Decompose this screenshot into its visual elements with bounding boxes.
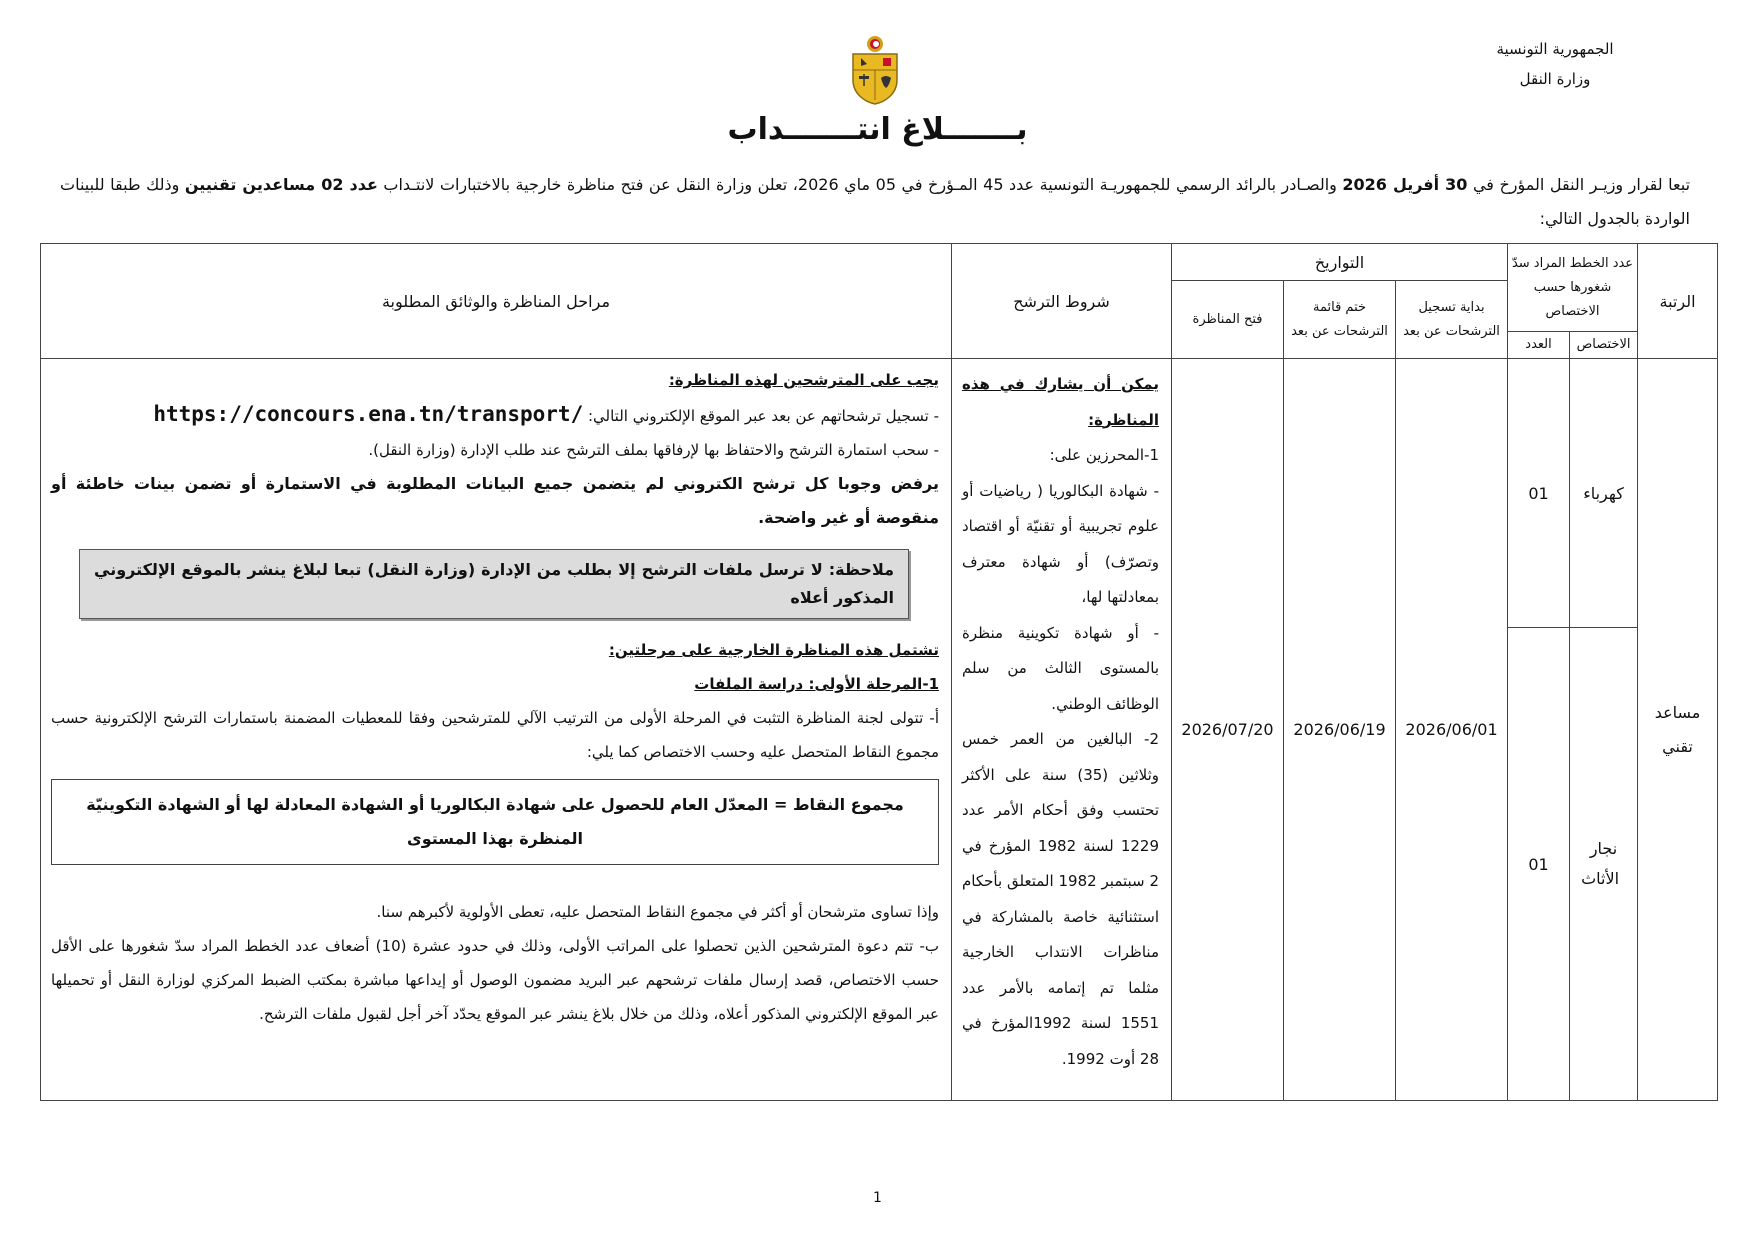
header-dates: التواريخ <box>1172 244 1508 281</box>
recruitment-table <box>40 243 1718 1101</box>
header-count: العدد <box>1508 332 1570 359</box>
decree-date: 30 أفريل 2026 <box>1342 175 1468 194</box>
score-formula-box: مجموع النقاط = المعدّل العام للحصول على شهادة البكالوريا أو الشهادة المعادلة لها أو الشهادة التكوينيّة المنظرة بهذا المستوى <box>51 779 939 865</box>
conditions-cell <box>952 359 1172 1101</box>
condition-1b: - أو شهادة تكوينية منظرة بالمستوى الثالث من سلم الوظائف الوطني. <box>962 623 1159 713</box>
reg-start-date: 2026/06/01 <box>1396 359 1508 1101</box>
header-specialty: الاختصاص <box>1570 332 1638 359</box>
positions-count: عدد 02 مساعدين تقنيين <box>184 175 378 194</box>
stage-b-text: ب- تتم دعوة المترشحين الذين تحصلوا على المراتب الأولى، وذلك في حدود عشرة (10) أضعاف عدد الخطط المراد سدّ شغورها على الأقل حسب الاختصاص، قصد إرسال ملفات ترشحهم عبر البريد مضمون الوصول أو إيداعها مباشرة بمكتب الضبط المركزي لوزارة النقل أو تحميلها عبر الموقع الإلكتروني المذكور أعلاه، وذلك من خلال بلاغ ينشر عبر الموقع يحدّد آخر أجل لقبول ملفات الترشح. <box>51 937 939 1023</box>
registration-line: - تسجيل ترشحاتهم عن بعد عبر الموقع الإلكتروني التالي: https://concours.ena.tn/transport/ <box>153 402 939 426</box>
registration-url-link[interactable]: https://concours.ena.tn/transport/ <box>153 402 584 426</box>
header-stages: مراحل المناظرة والوثائق المطلوبة <box>41 244 952 359</box>
country-name: الجمهورية التونسية <box>1496 40 1614 58</box>
count-cell: 01 <box>1508 628 1570 1101</box>
stages-cell <box>41 359 952 1101</box>
must-heading: يجب على المترشحين لهذه المناظرة: <box>668 371 939 389</box>
header-plans: عدد الخطط المراد سدّ شغورها حسب الاختصاص <box>1508 244 1638 332</box>
specialty-cell: نجار الأثاث <box>1570 628 1638 1101</box>
condition-1-title: 1-المحرزين على: <box>1049 446 1159 464</box>
header-conditions: شروط الترشح <box>952 244 1172 359</box>
condition-1a: - شهادة البكالوريا ( رياضيات أو علوم تجريبية أو تقنيّة أو اقتصاد وتصرّف) أو شهادة معترف بمعادلتها لها، <box>962 481 1159 606</box>
page-title: بـــــــلاغ انتـــــــداب <box>727 112 1028 147</box>
stage-1-heading: 1-المرحلة الأولى: دراسة الملفات <box>694 675 939 693</box>
note-box: ملاحظة: لا ترسل ملفات الترشح إلا بطلب من الإدارة (وزارة النقل) تبعا لبلاغ ينشر بالموقع الإلكتروني المذكور أعلاه <box>79 549 909 619</box>
ministry-name: وزارة النقل <box>1519 70 1591 88</box>
intro-paragraph: تبعا لقرار وزيـر النقل المؤرخ في 30 أفريل 2026 والصـادر بالرائد الرسمي للجمهوريـة التونسية عدد 45 المـؤرخ في 05 ماي 2026، تعلن وزارة النقل عن فتح مناظرة خارجية بالاختبارات لانتـداب عدد 02 مساعدين تقنيين وذلك طبقا للبينات الواردة بالجدول التالي: <box>60 175 1691 228</box>
condition-2: 2- البالغين من العمر خمس وثلاثين (35) سنة على الأكثر تحتسب وفق أحكام الأمر عدد 1229 لسنة 1982 المؤرخ في 2 سبتمبر 1982 المتعلق بأحكام استثنائية خاصة بالمشاركة في مناظرات الانتداب الخارجية مثلما تم إتمامه بالأمر عدد 1551 لسنة 1992المؤرخ في 28 أوت 1992. <box>962 730 1160 1068</box>
reject-notice: يرفض وجوبا كل ترشح الكتروني لم يتضمن جميع البيانات المطلوبة في الاستمارة أو تضمن بينات خاطئة أو منقوصة أو غير واضحة. <box>51 474 939 527</box>
page-number: 1 <box>873 1190 882 1206</box>
header-reg-end: ختم قائمة الترشحات عن بعد <box>1284 281 1396 359</box>
issuer-block <box>1435 34 1675 94</box>
form-line: - سحب استمارة الترشح والاحتفاظ بها لإرفاقها بملف الترشح عند طلب الإدارة (وزارة النقل). <box>368 441 939 459</box>
rank-cell: مساعد تقني <box>1638 359 1718 1101</box>
reg-end-date: 2026/06/19 <box>1284 359 1396 1101</box>
specialty-cell: كهرباء <box>1570 359 1638 628</box>
stage-a-text: أ- تتولى لجنة المناظرة التثبت في المرحلة الأولى من الترتيب الآلي للمترشحين وفقا للمعطيات المضمنة باستمارات الترشح الإلكترونية حسب مجموع النقاط المتحصل عليه وحسب الاختصاص كما يلي: <box>51 709 939 761</box>
header-exam-open: فتح المناظرة <box>1172 281 1284 359</box>
conditions-heading: يمكن أن يشارك في هذه المناظرة: <box>962 375 1159 429</box>
header-reg-start: بداية تسجيل الترشحات عن بعد <box>1396 281 1508 359</box>
exam-open-date: 2026/07/20 <box>1172 359 1284 1101</box>
tie-break-text: وإذا تساوى مترشحان أو أكثر في مجموع النقاط المتحصل عليه، تعطى الأولوية لأكبرهم سنا. <box>376 903 939 921</box>
header-rank: الرتبة <box>1638 244 1718 359</box>
count-cell: 01 <box>1508 359 1570 628</box>
two-stages-heading: تشتمل هذه المناظرة الخارجية على مرحلتين: <box>608 641 939 659</box>
tunisia-coat-of-arms-icon <box>845 34 905 106</box>
